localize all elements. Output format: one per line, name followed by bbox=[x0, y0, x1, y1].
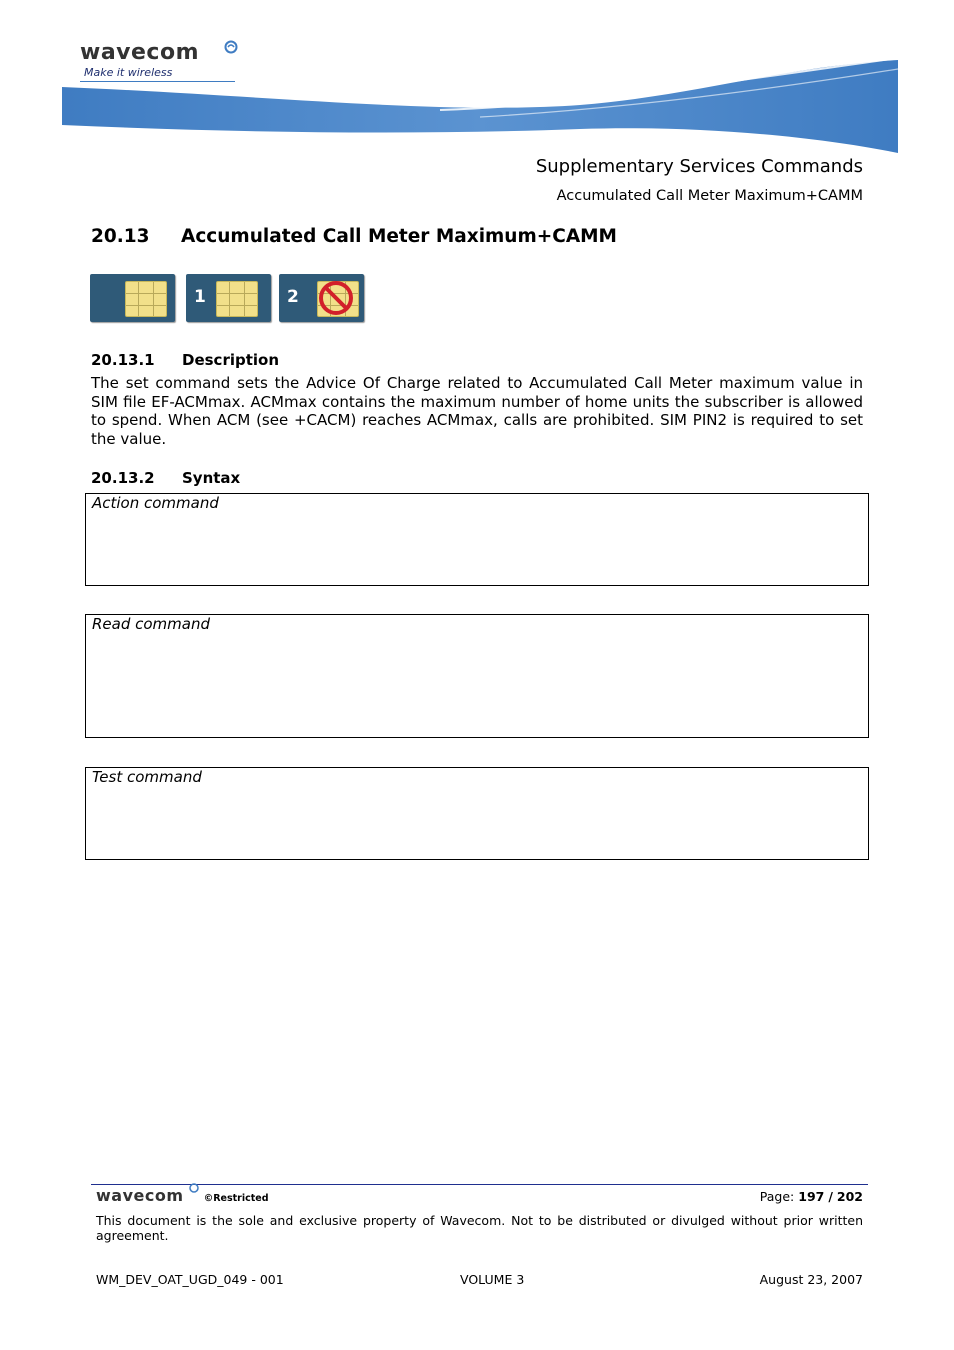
footer-logo-swirl-icon bbox=[189, 1183, 199, 1193]
header-wave-banner bbox=[60, 55, 900, 155]
description-title: Description bbox=[182, 351, 280, 369]
sim-number-label: 2 bbox=[287, 287, 299, 307]
sim-chip-icon bbox=[216, 281, 258, 317]
document-date: August 23, 2007 bbox=[759, 1272, 863, 1287]
page-label: Page: bbox=[759, 1189, 795, 1204]
logo-tagline: Make it wireless bbox=[84, 66, 173, 79]
section-subtitle: Accumulated Call Meter Maximum+CAMM bbox=[556, 188, 863, 204]
prohibited-icon bbox=[317, 279, 355, 317]
page-indicator bbox=[760, 1189, 863, 1204]
sim-number-label: 1 bbox=[194, 287, 206, 307]
volume-label: VOLUME 3 bbox=[460, 1272, 525, 1287]
document-reference: WM_DEV_OAT_UGD_049 - 001 bbox=[96, 1272, 284, 1287]
chapter-title: Supplementary Services Commands bbox=[535, 156, 863, 177]
logo-wordmark: wavecom bbox=[80, 40, 200, 65]
section-number: 20.13 bbox=[91, 226, 150, 247]
footer-rule bbox=[91, 1184, 868, 1185]
sim-card-1-icon bbox=[186, 274, 271, 322]
section-heading bbox=[91, 226, 617, 247]
sim-card-2-prohibited-icon bbox=[279, 274, 364, 322]
confidentiality-notice: This document is the sole and exclusive property of Wavecom. Not to be distributed or divulged without prior written agreement. bbox=[96, 1213, 863, 1243]
test-command-box bbox=[85, 767, 869, 860]
syntax-heading bbox=[91, 469, 240, 487]
page-total: 202 bbox=[836, 1189, 863, 1204]
description-body: The set command sets the Advice Of Charge related to Accumulated Call Meter maximum value in SIM file EF-ACMmax. ACMmax contains the maximum number of home units the subscriber is allowed to spend. When ACM (see +CACM) reaches ACMmax, calls are prohibited. SIM PIN2 is required to set the value. bbox=[91, 374, 863, 448]
read-command-box bbox=[85, 614, 869, 738]
sim-chip-icon bbox=[125, 281, 167, 317]
sim-card-icon bbox=[90, 274, 175, 322]
logo-swirl-icon bbox=[224, 40, 238, 54]
section-title: Accumulated Call Meter Maximum+CAMM bbox=[181, 226, 617, 247]
footer-logo-wordmark: wavecom bbox=[96, 1186, 184, 1205]
action-command-label: Action command bbox=[92, 494, 219, 512]
page-separator: / bbox=[828, 1189, 833, 1204]
action-command-box bbox=[85, 493, 869, 586]
read-command-label: Read command bbox=[92, 615, 211, 633]
footer-logo bbox=[96, 1186, 269, 1205]
syntax-number: 20.13.2 bbox=[91, 469, 155, 487]
syntax-title: Syntax bbox=[182, 469, 241, 487]
page-current: 197 bbox=[798, 1189, 825, 1204]
description-number: 20.13.1 bbox=[91, 351, 155, 369]
restricted-label: ©Restricted bbox=[203, 1193, 269, 1204]
test-command-label: Test command bbox=[92, 768, 202, 786]
description-heading bbox=[91, 351, 279, 369]
